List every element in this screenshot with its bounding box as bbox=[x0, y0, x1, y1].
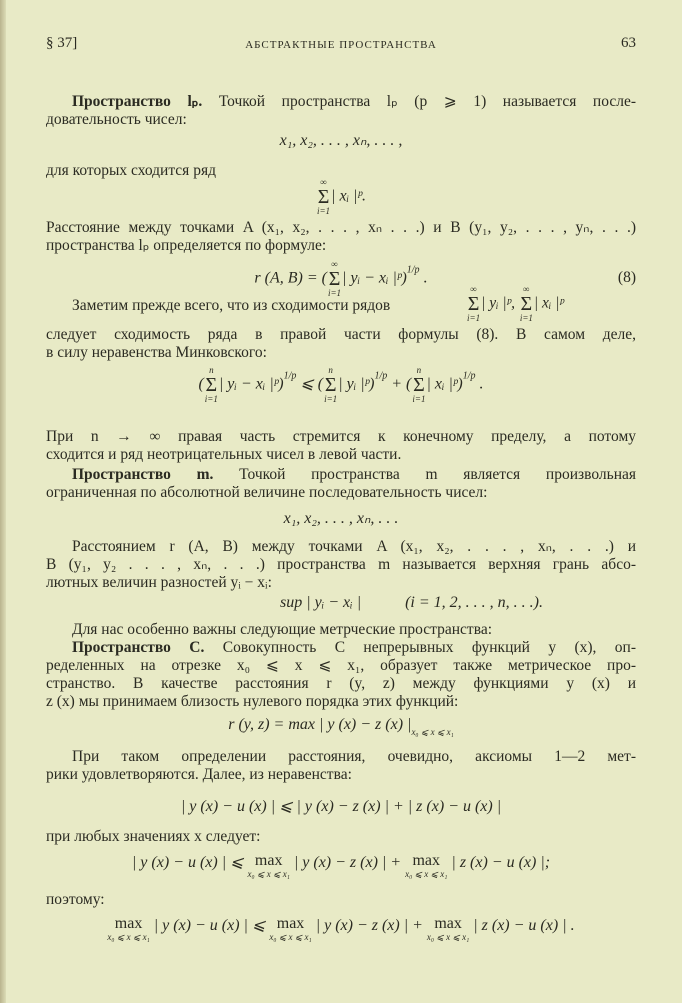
text: Совокупность C непрерывных функций y (x), оп- bbox=[222, 639, 637, 656]
term: | y (x) − z (x) | + bbox=[315, 917, 423, 934]
series-pair bbox=[466, 285, 564, 323]
triangle-inequality: | y (x) − u (x) | ⩽ | y (x) − z (x) | + | z (x) − u (x) | bbox=[180, 798, 502, 815]
operator: + ( bbox=[387, 375, 412, 393]
max-operator bbox=[269, 915, 311, 942]
book-binding-edge bbox=[0, 0, 6, 1003]
max-range: x₀ ⩽ x ⩽ x₁ bbox=[405, 868, 448, 879]
sum-upper: n bbox=[209, 365, 214, 375]
sum-lower: i=1 bbox=[327, 288, 342, 298]
paragraph-line: Расстояние между точками A (x₁, x₂, . . . , xₙ . . .) и B (y₁, y₂, . . . , yₙ, . . .) bbox=[46, 219, 636, 236]
text: Точкой пространства lₚ (p ⩾ 1) называется после- bbox=[218, 93, 636, 110]
paragraph-line: z (x) мы принимаем близость нулевого порядка этих функций: bbox=[46, 693, 459, 710]
sup-expression: sup | yᵢ − xᵢ | bbox=[280, 594, 362, 611]
max-operator bbox=[107, 915, 149, 942]
c-heading: Пространство C. bbox=[72, 639, 205, 656]
running-header bbox=[46, 34, 636, 52]
max-label: max bbox=[114, 915, 143, 932]
paragraph-line: ределенных на отрезке x₀ ⩽ x ⩽ x₁, образует также метрическое про- bbox=[46, 657, 636, 674]
sum-upper: ∞ bbox=[320, 177, 327, 187]
term: | z (x) − u (x) |; bbox=[451, 854, 551, 871]
sup-formula bbox=[280, 594, 543, 612]
index-range: (i = 1, 2, . . . , n, . . .). bbox=[405, 594, 543, 611]
paragraph-line: странство. В качестве расстояния r (y, z) между функциями y (x) и bbox=[46, 675, 636, 692]
max-label: max bbox=[254, 852, 283, 869]
max-range: x₀ ⩽ x ⩽ x₁ bbox=[247, 868, 290, 879]
metric-expression: r (y, z) = max | y (x) − z (x) | bbox=[228, 716, 412, 733]
page-number: 63 bbox=[621, 35, 636, 51]
lp-heading: Пространство lₚ. bbox=[72, 93, 203, 110]
sequence-formula: x₁, x₂, . . . , xₙ, . . . , bbox=[279, 132, 403, 149]
term: | xᵢ |ᵖ) bbox=[426, 375, 463, 393]
text: Точкой пространства m является произвольная bbox=[239, 466, 636, 483]
paragraph-line: Для нас особенно важны следующие метрческие пространства: bbox=[72, 621, 492, 638]
series-body: | xᵢ |ᵖ. bbox=[331, 187, 367, 205]
sum-lower: i=1 bbox=[316, 206, 331, 216]
formula-lhs: r (A, B) = ( bbox=[254, 269, 327, 287]
max-inequality-final bbox=[46, 915, 636, 942]
sum-upper: n bbox=[416, 365, 422, 375]
term: | z (x) − u (x) | . bbox=[473, 917, 575, 934]
max-operator bbox=[248, 852, 290, 879]
paragraph-line: B (y₁, y₂ . . . , xₙ, . . .) пространства m называется верхняя грань абсо- bbox=[46, 556, 636, 573]
paragraph-line: рики удовлетворяются. Далее, из неравенства: bbox=[46, 766, 352, 783]
max-range: x₀ ⩽ x ⩽ x₁ bbox=[269, 931, 312, 942]
paragraph-line bbox=[72, 639, 636, 657]
exponent: 1/p bbox=[374, 370, 388, 382]
exponent: 1/p bbox=[462, 370, 476, 382]
sum-lower: i=1 bbox=[519, 313, 533, 323]
paragraph-line: Расстоянием r (A, B) между точками A (x₁, x₂, . . . , xₙ, . . .) и bbox=[72, 538, 636, 555]
paragraph-line: следует сходимость ряда в правой части формулы (8). В самом деле, bbox=[46, 326, 636, 343]
max-operator bbox=[427, 915, 469, 942]
sum-lower: i=1 bbox=[467, 313, 481, 323]
metric-formula bbox=[46, 716, 636, 738]
m-heading: Пространство m. bbox=[72, 466, 214, 483]
max-inequality bbox=[46, 852, 636, 879]
paragraph-line: лютных величин разностей yᵢ − xᵢ: bbox=[46, 574, 272, 591]
metric-subscript: x₀ ⩽ x ⩽ x₁ bbox=[411, 727, 454, 737]
sum-lower: i=1 bbox=[324, 394, 338, 404]
chapter-title: АБСТРАКТНЫЕ ПРОСТРАНСТВА bbox=[245, 39, 437, 51]
paragraph-line bbox=[72, 466, 636, 484]
max-label: max bbox=[276, 915, 305, 932]
max-range: x₀ ⩽ x ⩽ x₁ bbox=[426, 931, 470, 942]
paragraph-line: при любых значениях x следует: bbox=[46, 828, 261, 845]
sum-upper: ∞ bbox=[331, 259, 338, 269]
sum-sign: ∞ Σ i=1 bbox=[316, 177, 331, 216]
max-label: max bbox=[434, 915, 462, 932]
sum-sign: ∞ Σ i=1 bbox=[519, 284, 533, 323]
term: | yᵢ − xᵢ |ᵖ) bbox=[218, 375, 284, 393]
sum-sign: ∞ Σ i=1 bbox=[327, 259, 342, 298]
paragraph-line: ограниченная по абсолютной величине последовательность чисел: bbox=[46, 484, 488, 501]
paragraph-line: сходится и ряд неотрицательных чисел в левой части. bbox=[46, 446, 402, 463]
term: | y (x) − u (x) | ⩽ bbox=[153, 917, 266, 934]
sum-lower: i=1 bbox=[204, 394, 218, 404]
paragraph-line: При таком определении расстояния, очевидно, аксиомы 1—2 мет- bbox=[72, 748, 636, 765]
sum-sign: n Σ i=1 bbox=[324, 365, 338, 404]
formula-body: | yᵢ − xᵢ |ᵖ) bbox=[342, 269, 407, 287]
exponent: 1/p bbox=[283, 370, 297, 382]
series-b: | xᵢ |ᵖ bbox=[533, 294, 564, 312]
section-number: § 37] bbox=[46, 35, 78, 51]
term: | y (x) − u (x) | ⩽ bbox=[131, 854, 244, 871]
sum-lower: i=1 bbox=[412, 394, 426, 404]
sequence-formula: x₁, x₂, . . . , xₙ, . . . bbox=[283, 510, 399, 527]
term: | y (x) − z (x) | + bbox=[293, 854, 402, 871]
sum-sign: n Σ i=1 bbox=[412, 365, 426, 404]
paragraph-line: довательность чисел: bbox=[46, 111, 187, 128]
exponent: 1/p bbox=[406, 264, 420, 276]
series-formula bbox=[46, 178, 636, 216]
series-a: | yᵢ |ᵖ, bbox=[481, 294, 515, 312]
equation-number: (8) bbox=[617, 269, 636, 286]
formula-end: . bbox=[475, 375, 484, 393]
max-range: x₀ ⩽ x ⩽ x₁ bbox=[107, 931, 150, 942]
minkowski-inequality: ( n Σ i=1 | yᵢ − xᵢ |ᵖ)$^{1/p}$ ⩽ ( n Σ i=1 | yᵢ |ᵖ)$^{1/p}$ + ( n Σ i=1 | xᵢ |ᵖ)$^{1/p}$ . bbox=[198, 365, 484, 404]
max-label: max bbox=[412, 852, 441, 869]
sum-sign: n Σ i=1 bbox=[204, 365, 218, 404]
sum-upper: ∞ bbox=[523, 284, 530, 294]
paragraph-line bbox=[72, 93, 636, 111]
sum-upper: ∞ bbox=[470, 284, 477, 294]
paragraph-line: При n → ∞ правая часть стремится к конечному пределу, а потому bbox=[46, 428, 636, 445]
formula-end: . bbox=[419, 269, 428, 287]
max-operator bbox=[405, 852, 447, 879]
sum-sign: ∞ Σ i=1 bbox=[467, 284, 481, 323]
operator: ⩽ ( bbox=[296, 375, 324, 393]
term: | yᵢ |ᵖ) bbox=[338, 375, 375, 393]
paragraph-line: поэтому: bbox=[46, 891, 105, 908]
sum-upper: n bbox=[328, 365, 333, 375]
paragraph-line: Заметим прежде всего, что из сходимости рядов bbox=[72, 297, 391, 314]
paragraph-line: в силу неравенства Минковского: bbox=[46, 344, 267, 361]
paragraph-line: для которых сходится ряд bbox=[46, 162, 216, 179]
paragraph-line: пространства lₚ определяется по формуле: bbox=[46, 237, 327, 254]
